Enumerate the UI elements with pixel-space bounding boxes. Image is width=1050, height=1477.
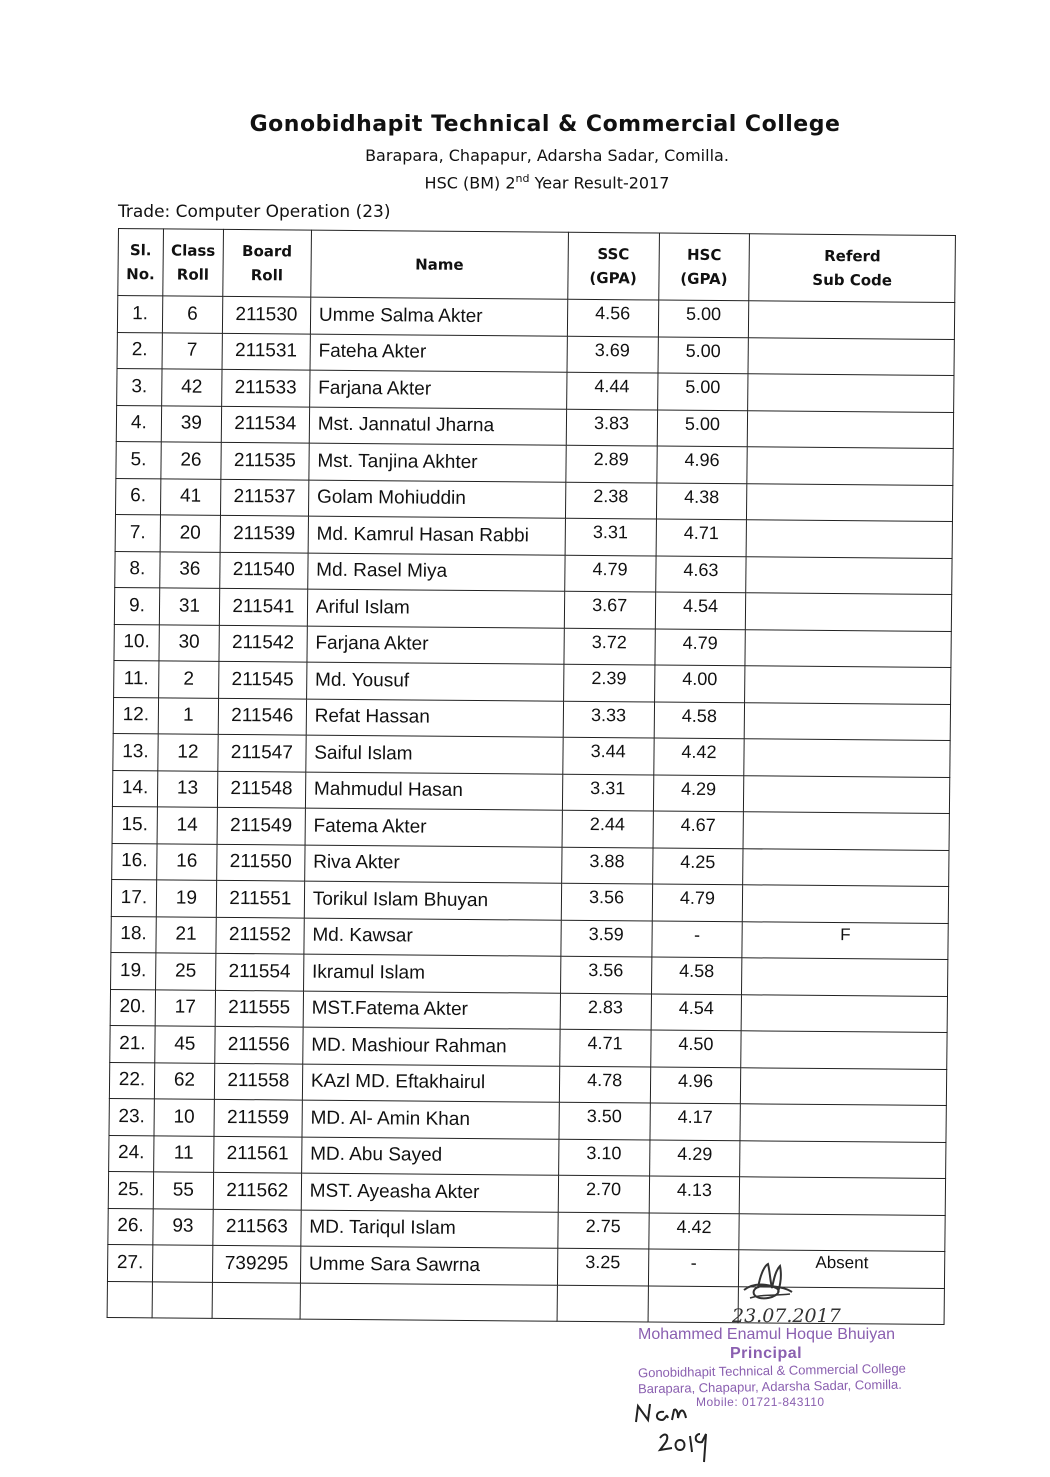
stamp-mobile: Mobile: 01721-843110 — [696, 1395, 825, 1409]
ssc-gpa-cell: 3.67 — [564, 591, 655, 628]
hsc-gpa-cell: 4.29 — [653, 775, 744, 812]
ssc-gpa-cell: 4.56 — [567, 299, 658, 336]
student-name-cell: MD. Mashiour Rahman — [303, 1027, 560, 1066]
student-name-cell: Fatema Akter — [305, 808, 562, 847]
sl-cell: 12. — [113, 697, 158, 734]
board-roll-cell: 211550 — [217, 844, 305, 881]
student-name-cell: MD. Tariqul Islam — [301, 1210, 558, 1249]
ssc-gpa-cell: 3.69 — [567, 336, 658, 373]
referred-sub-code-cell — [748, 410, 954, 448]
class-roll-cell: 6 — [162, 296, 222, 333]
hsc-gpa-cell: 4.42 — [648, 1213, 739, 1250]
column-header-line2: Roll — [250, 266, 284, 285]
class-roll-cell: 25 — [155, 953, 215, 990]
hsc-gpa-cell: 4.00 — [654, 665, 745, 702]
sl-cell: 14. — [112, 770, 157, 807]
handwritten-note — [630, 1398, 730, 1473]
ssc-gpa-cell: 2.75 — [558, 1212, 649, 1249]
hsc-gpa-cell: 4.71 — [656, 519, 747, 556]
ssc-gpa-cell: 4.78 — [559, 1066, 650, 1103]
column-header-line2: (GPA) — [589, 268, 637, 288]
column-header — [223, 229, 312, 297]
student-name-cell: Saiful Islam — [306, 735, 563, 774]
board-roll-cell: 211533 — [222, 369, 310, 406]
principal-title: Principal — [730, 1345, 803, 1362]
board-roll-cell: 211531 — [222, 333, 310, 370]
sl-cell: 7. — [115, 514, 160, 551]
sl-cell: 20. — [110, 989, 155, 1026]
class-roll-cell: 42 — [162, 369, 222, 406]
referred-sub-code-cell — [746, 520, 952, 558]
sl-cell: 8. — [115, 551, 160, 588]
class-roll-cell: 30 — [159, 624, 219, 661]
sl-cell: 3. — [117, 368, 162, 405]
class-roll-cell: 41 — [160, 478, 220, 515]
referred-sub-code-cell — [742, 958, 948, 996]
referred-sub-code-cell — [747, 447, 953, 485]
stamp-college: Gonobidhapit Technical & Commercial College — [637, 1360, 906, 1381]
ssc-gpa-cell: 3.10 — [558, 1139, 649, 1176]
referred-sub-code-cell — [740, 1177, 946, 1215]
ssc-gpa-cell: 2.38 — [565, 482, 656, 519]
referred-sub-code-cell — [744, 739, 950, 777]
sl-cell: 22. — [109, 1062, 154, 1099]
hsc-gpa-cell: 4.25 — [652, 848, 743, 885]
stamp-address: Barapara, Chapapur, Adarsha Sadar, Comilla. — [637, 1376, 902, 1397]
class-roll-cell: 93 — [153, 1208, 213, 1245]
class-roll-cell: 13 — [157, 770, 217, 807]
ssc-gpa-cell: 4.79 — [564, 555, 655, 592]
class-roll-cell: 26 — [161, 442, 221, 479]
hsc-gpa-cell: 4.54 — [651, 994, 742, 1031]
column-header-line1: Board — [242, 242, 293, 261]
referred-sub-code-cell — [746, 593, 952, 631]
referred-sub-code-cell — [740, 1104, 946, 1142]
class-roll-cell: 17 — [155, 989, 215, 1026]
sl-cell: 19. — [111, 952, 156, 989]
column-header-line2: No. — [126, 265, 155, 284]
hsc-gpa-cell: 4.29 — [649, 1140, 740, 1177]
ssc-gpa-cell: 3.31 — [562, 774, 653, 811]
student-name-cell: KAzl MD. Eftakhairul — [302, 1064, 559, 1103]
board-roll-cell: 211545 — [218, 661, 306, 698]
hsc-gpa-cell: 4.58 — [651, 957, 742, 994]
principal-name: Mohammed Enamul Hoque Bhuiyan — [638, 1326, 896, 1343]
sl-cell: 6. — [115, 478, 160, 515]
referred-sub-code-cell — [745, 702, 951, 740]
referred-sub-code-cell — [746, 556, 952, 594]
hsc-gpa-cell: 4.96 — [656, 446, 747, 483]
board-roll-cell: 211537 — [220, 479, 308, 516]
board-roll-cell: 211539 — [220, 515, 308, 552]
ssc-gpa-cell: 3.59 — [561, 920, 652, 957]
column-header-line1: HSC — [686, 245, 722, 265]
student-name-cell — [300, 1283, 557, 1322]
class-roll-cell: 62 — [154, 1062, 214, 1099]
referred-sub-code-cell — [739, 1213, 945, 1251]
hsc-gpa-cell: 4.42 — [653, 738, 744, 775]
referred-sub-code-cell — [743, 885, 949, 923]
college-name: Gonobidhapit Technical & Commercial College — [249, 112, 841, 137]
sl-cell: 4. — [116, 405, 161, 442]
board-roll-cell: 211534 — [221, 406, 309, 443]
student-name-cell: Golam Mohiuddin — [308, 480, 565, 519]
column-header — [749, 234, 955, 303]
hsc-gpa-cell: 4.50 — [650, 1030, 741, 1067]
board-roll-cell: 211556 — [215, 1026, 303, 1063]
hsc-gpa-cell: - — [651, 921, 742, 958]
ssc-gpa-cell: 4.44 — [566, 372, 657, 409]
sl-cell: 15. — [112, 806, 157, 843]
column-header-line2: Sub Code — [812, 270, 893, 290]
board-roll-cell: 739295 — [212, 1245, 300, 1282]
sl-cell: 25. — [108, 1171, 153, 1208]
hsc-gpa-cell: - — [648, 1249, 739, 1286]
board-roll-cell: 211558 — [214, 1063, 302, 1100]
board-roll-cell — [212, 1282, 300, 1319]
sl-cell: 17. — [111, 879, 156, 916]
class-roll-cell — [152, 1281, 212, 1318]
sl-cell — [107, 1281, 152, 1318]
trade-label: Trade: Computer Operation (23) — [118, 202, 391, 222]
sl-cell: 9. — [114, 587, 159, 624]
board-roll-cell: 211563 — [213, 1209, 301, 1246]
hsc-gpa-cell: 5.00 — [658, 300, 749, 337]
student-name-cell: MST. Ayeasha Akter — [301, 1173, 558, 1212]
result-table-wrapper — [107, 228, 956, 1325]
column-header — [567, 232, 659, 300]
referred-sub-code-cell — [747, 483, 953, 521]
class-roll-cell: 2 — [159, 661, 219, 698]
hsc-gpa-cell: 4.38 — [656, 483, 747, 520]
sl-cell: 16. — [112, 843, 157, 880]
sl-cell: 21. — [110, 1025, 155, 1062]
class-roll-cell: 11 — [154, 1135, 214, 1172]
student-name-cell: Umme Salma Akter — [310, 297, 567, 336]
sl-cell: 10. — [114, 624, 159, 661]
ssc-gpa-cell: 2.83 — [560, 993, 651, 1030]
ssc-gpa-cell: 3.83 — [566, 409, 657, 446]
hsc-gpa-cell: 4.63 — [655, 556, 746, 593]
sl-cell: 11. — [114, 660, 159, 697]
student-name-cell: Refat Hassan — [306, 699, 563, 738]
sl-cell: 5. — [116, 441, 161, 478]
student-name-cell: Ikramul Islam — [303, 954, 560, 993]
board-roll-cell: 211540 — [220, 552, 308, 589]
sl-cell: 26. — [108, 1208, 153, 1245]
ssc-gpa-cell: 2.89 — [566, 445, 657, 482]
student-name-cell: Mst. Tanjina Akhter — [309, 443, 566, 482]
hsc-gpa-cell: 4.79 — [652, 884, 743, 921]
result-table — [107, 228, 956, 1325]
board-roll-cell: 211552 — [216, 917, 304, 954]
ssc-gpa-cell: 3.56 — [561, 883, 652, 920]
referred-sub-code-cell — [742, 994, 948, 1032]
board-roll-cell: 211542 — [219, 625, 307, 662]
board-roll-cell: 211547 — [218, 734, 306, 771]
hsc-gpa-cell: 4.67 — [653, 811, 744, 848]
referred-sub-code-cell — [743, 812, 949, 850]
hsc-gpa-cell: 4.58 — [654, 702, 745, 739]
signature-date: 23.07.2017 — [732, 1305, 841, 1327]
board-roll-cell: 211548 — [217, 771, 305, 808]
hsc-gpa-cell: 5.00 — [657, 373, 748, 410]
ssc-gpa-cell: 2.70 — [558, 1175, 649, 1212]
column-header-line1: SSC — [597, 245, 630, 264]
ssc-gpa-cell: 3.72 — [564, 628, 655, 665]
column-header — [118, 229, 164, 296]
board-roll-cell: 211549 — [217, 807, 305, 844]
class-roll-cell: 31 — [159, 588, 219, 625]
class-roll-cell: 45 — [155, 1026, 215, 1063]
sl-cell: 18. — [111, 916, 156, 953]
board-roll-cell: 211555 — [215, 990, 303, 1027]
hsc-gpa-cell: 4.17 — [650, 1103, 741, 1140]
student-name-cell: Riva Akter — [304, 845, 561, 884]
referred-sub-code-cell — [749, 301, 955, 339]
column-header — [658, 233, 750, 301]
student-name-cell: Ariful Islam — [307, 589, 564, 628]
ssc-gpa-cell: 3.44 — [562, 737, 653, 774]
sl-cell: 1. — [117, 296, 162, 333]
board-roll-cell: 211562 — [213, 1172, 301, 1209]
student-name-cell: Farjana Akter — [309, 370, 566, 409]
board-roll-cell: 211554 — [215, 953, 303, 990]
class-roll-cell: 14 — [157, 807, 217, 844]
student-name-cell: Umme Sara Sawrna — [300, 1246, 557, 1285]
referred-sub-code-cell — [744, 775, 950, 813]
hsc-gpa-cell — [648, 1285, 739, 1322]
class-roll-cell: 7 — [162, 332, 222, 369]
referred-sub-code-cell: Absent — [739, 1250, 945, 1288]
ssc-gpa-cell: 3.33 — [563, 701, 654, 738]
referred-sub-code-cell — [740, 1140, 946, 1178]
class-roll-cell: 55 — [153, 1172, 213, 1209]
student-name-cell: Md. Yousuf — [306, 662, 563, 701]
table-header-row — [118, 229, 956, 303]
sl-cell: 13. — [113, 733, 158, 770]
hsc-gpa-cell: 5.00 — [657, 410, 748, 447]
ssc-gpa-cell: 4.71 — [559, 1029, 650, 1066]
student-name-cell: Farjana Akter — [307, 626, 564, 665]
column-header-line1: Sl. — [129, 241, 152, 260]
board-roll-cell: 211546 — [218, 698, 306, 735]
student-name-cell: Fateha Akter — [310, 334, 567, 373]
referred-sub-code-cell — [745, 666, 951, 704]
referred-sub-code-cell: F — [742, 921, 948, 959]
sl-cell: 24. — [109, 1135, 154, 1172]
board-roll-cell: 211561 — [214, 1136, 302, 1173]
sl-cell: 2. — [117, 332, 162, 369]
ssc-gpa-cell: 3.88 — [561, 847, 652, 884]
exam-title — [0, 172, 1050, 192]
referred-sub-code-cell — [743, 848, 949, 886]
board-roll-cell: 211559 — [214, 1099, 302, 1136]
class-roll-cell: 1 — [158, 697, 218, 734]
student-name-cell: Md. Kawsar — [304, 918, 561, 957]
referred-sub-code-cell — [748, 374, 954, 412]
signature-scribble — [730, 1258, 800, 1311]
referred-sub-code-cell — [741, 1067, 947, 1105]
table-body — [107, 296, 955, 1325]
sl-cell: 23. — [109, 1098, 154, 1135]
class-roll-cell: 19 — [156, 880, 216, 917]
ssc-gpa-cell: 2.44 — [562, 810, 653, 847]
column-header — [311, 230, 569, 299]
ssc-gpa-cell: 3.50 — [559, 1102, 650, 1139]
board-roll-cell: 211551 — [216, 880, 304, 917]
sl-cell: 27. — [107, 1244, 152, 1281]
hsc-gpa-cell: 4.13 — [649, 1176, 740, 1213]
class-roll-cell — [152, 1245, 212, 1282]
column-header-line1: Class — [171, 241, 216, 260]
column-header-line1: Referd — [824, 246, 881, 266]
student-name-cell: MD. Al- Amin Khan — [302, 1100, 559, 1139]
class-roll-cell: 36 — [160, 551, 220, 588]
student-name-cell: MST.Fatema Akter — [303, 991, 560, 1030]
hsc-gpa-cell: 4.79 — [654, 629, 745, 666]
exam-title-sup: nd — [515, 172, 530, 185]
class-roll-cell: 16 — [157, 843, 217, 880]
class-roll-cell: 12 — [158, 734, 218, 771]
column-header — [163, 229, 224, 297]
class-roll-cell: 39 — [161, 405, 221, 442]
student-name-cell: Torikul Islam Bhuyan — [304, 881, 561, 920]
board-roll-cell: 211530 — [222, 296, 310, 333]
column-header-line2: (GPA) — [680, 269, 728, 289]
ssc-gpa-cell: 3.25 — [557, 1248, 648, 1285]
ssc-gpa-cell — [557, 1285, 648, 1322]
referred-sub-code-cell — [741, 1031, 947, 1069]
column-header-line2: Roll — [176, 265, 210, 284]
column-header-line1: Name — [415, 255, 464, 274]
class-roll-cell: 10 — [154, 1099, 214, 1136]
hsc-gpa-cell: 4.54 — [655, 592, 746, 629]
student-name-cell: Mst. Jannatul Jharna — [309, 407, 566, 446]
ssc-gpa-cell: 3.31 — [565, 518, 656, 555]
hsc-gpa-cell: 5.00 — [658, 337, 749, 374]
ssc-gpa-cell: 3.56 — [560, 956, 651, 993]
referred-sub-code-cell — [748, 337, 954, 375]
exam-title-suffix: Year Result-2017 — [529, 173, 670, 193]
board-roll-cell: 211541 — [219, 588, 307, 625]
class-roll-cell: 21 — [156, 916, 216, 953]
student-name-cell: Mahmudul Hasan — [305, 772, 562, 811]
college-address: Barapara, Chapapur, Adarsha Sadar, Comilla. — [365, 146, 729, 165]
exam-title-prefix: HSC (BM) 2 — [424, 173, 516, 193]
class-roll-cell: 20 — [160, 515, 220, 552]
student-name-cell: MD. Abu Sayed — [301, 1137, 558, 1176]
ssc-gpa-cell: 2.39 — [563, 664, 654, 701]
student-name-cell: Md. Kamrul Hasan Rabbi — [308, 516, 565, 555]
referred-sub-code-cell — [745, 629, 951, 667]
hsc-gpa-cell: 4.96 — [650, 1067, 741, 1104]
board-roll-cell: 211535 — [221, 442, 309, 479]
student-name-cell: Md. Rasel Miya — [308, 553, 565, 592]
